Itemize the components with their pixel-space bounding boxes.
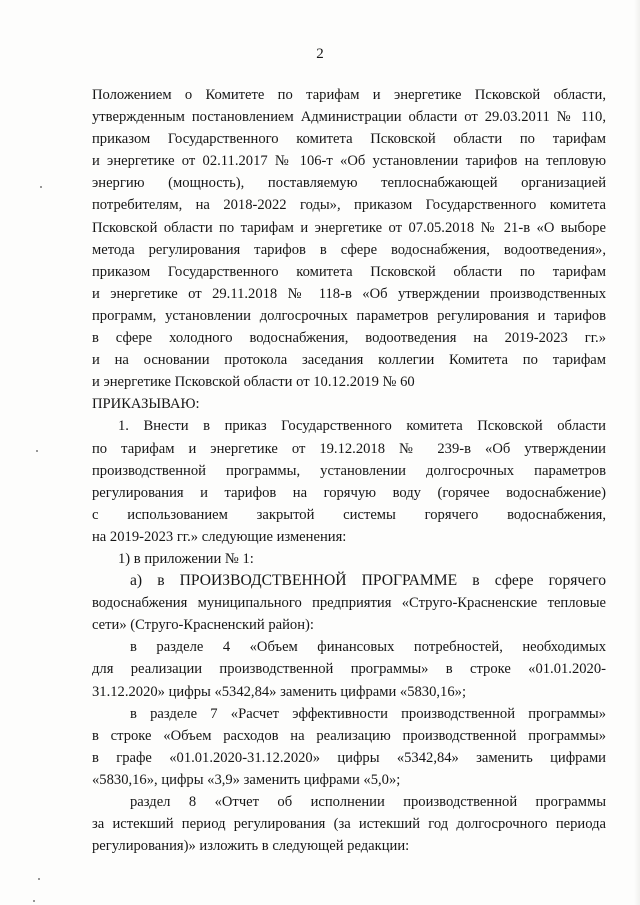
- text-line: по тарифам и энергетике от 19.12.2018 № 239-в «Об утверждении: [92, 440, 606, 457]
- page-number: 2: [316, 46, 324, 62]
- text-line: с использованием закрытой системы горячего водоснабжения,: [92, 506, 606, 523]
- order-heading: ПРИКАЗЫВАЮ:: [92, 396, 200, 413]
- text-line: а) в ПРОИЗВОДСТВЕННОЙ ПРОГРАММЕ в сфере горячего: [130, 572, 606, 590]
- text-line: на 2019-2023 гг.» следующие изменения:: [92, 528, 347, 545]
- text-line: раздел 8 «Отчет об исполнении производственной программы: [130, 794, 606, 810]
- text-line: Псковской области по тарифам и энергетике от 07.05.2018 № 21-в «О выборе: [92, 219, 606, 236]
- text-line: приказом Государственного комитета Псковской области по тарифам: [92, 263, 606, 280]
- text-line: за истекший период регулирования (за истекший год долгосрочного периода: [92, 816, 606, 833]
- text-line: в сфере холодного водоснабжения, водоотведения на 2019-2023 гг.»: [92, 330, 606, 347]
- text-line: 31.12.2020» цифры «5342,84» заменить цифрами «5830,16»;: [92, 683, 466, 700]
- text-line: сети» (Струго-Красненский район):: [92, 617, 314, 634]
- text-line: 1) в приложении № 1:: [118, 550, 254, 567]
- text-line: для реализации производственной программы» в строке «01.01.2020-: [92, 661, 606, 678]
- document-body: [92, 84, 606, 857]
- text-line: Положением о Комитете по тарифам и энергетике Псковской области,: [92, 87, 606, 103]
- scan-speck: [38, 878, 40, 880]
- text-line: производственной программы, установлении долгосрочных параметров: [92, 462, 606, 479]
- scan-speck: [36, 450, 38, 452]
- text-line: регулирования и тарифов на горячую воду (горячее водоснабжение): [92, 484, 606, 501]
- text-line: в разделе 7 «Расчет эффективности производственной программы»: [130, 705, 606, 722]
- text-line: потребителям, на 2018-2022 годы», приказом Государственного комитета: [92, 197, 606, 214]
- text-line: и на основании протокола заседания коллегии Комитета по тарифам: [92, 352, 606, 369]
- text-line: и энергетике от 02.11.2017 № 106-т «Об установлении тарифов на тепловую: [92, 153, 606, 170]
- text-line: энергию (мощность), поставляемую теплоснабжающей организацией: [92, 175, 606, 192]
- text-line: в строке «Объем расходов на реализацию производственной программы»: [92, 727, 606, 744]
- scan-speck: [40, 186, 42, 188]
- scan-edge-shadow: [634, 0, 640, 905]
- text-line: и энергетике от 29.11.2018 № 118-в «Об утверждении производственных: [92, 285, 606, 302]
- text-line: водоснабжения муниципального предприятия «Струго-Красненские тепловые: [92, 595, 606, 612]
- scan-speck: [33, 900, 35, 902]
- text-line: в графе «01.01.2020-31.12.2020» цифры «5342,84» заменить цифрами: [92, 749, 606, 766]
- text-line: программ, установлении долгосрочных параметров регулирования и тарифов: [92, 307, 606, 324]
- text-line: 1. Внести в приказ Государственного комитета Псковской области: [118, 418, 606, 435]
- text-line: метода регулирования тарифов в сфере водоснабжения, водоотведения»,: [92, 241, 606, 258]
- text-line: утвержденным постановлением Администрации области от 29.03.2011 № 110,: [92, 109, 606, 126]
- text-line: приказом Государственного комитета Псковской области по тарифам: [92, 131, 606, 148]
- text-line: регулирования)» изложить в следующей редакции:: [92, 838, 410, 855]
- text-line: и энергетике Псковской области от 10.12.2019 № 60: [92, 374, 415, 391]
- text-line: «5830,16», цифры «3,9» заменить цифрами «5,0»;: [92, 771, 401, 788]
- text-line: в разделе 4 «Объем финансовых потребностей, необходимых: [130, 639, 606, 656]
